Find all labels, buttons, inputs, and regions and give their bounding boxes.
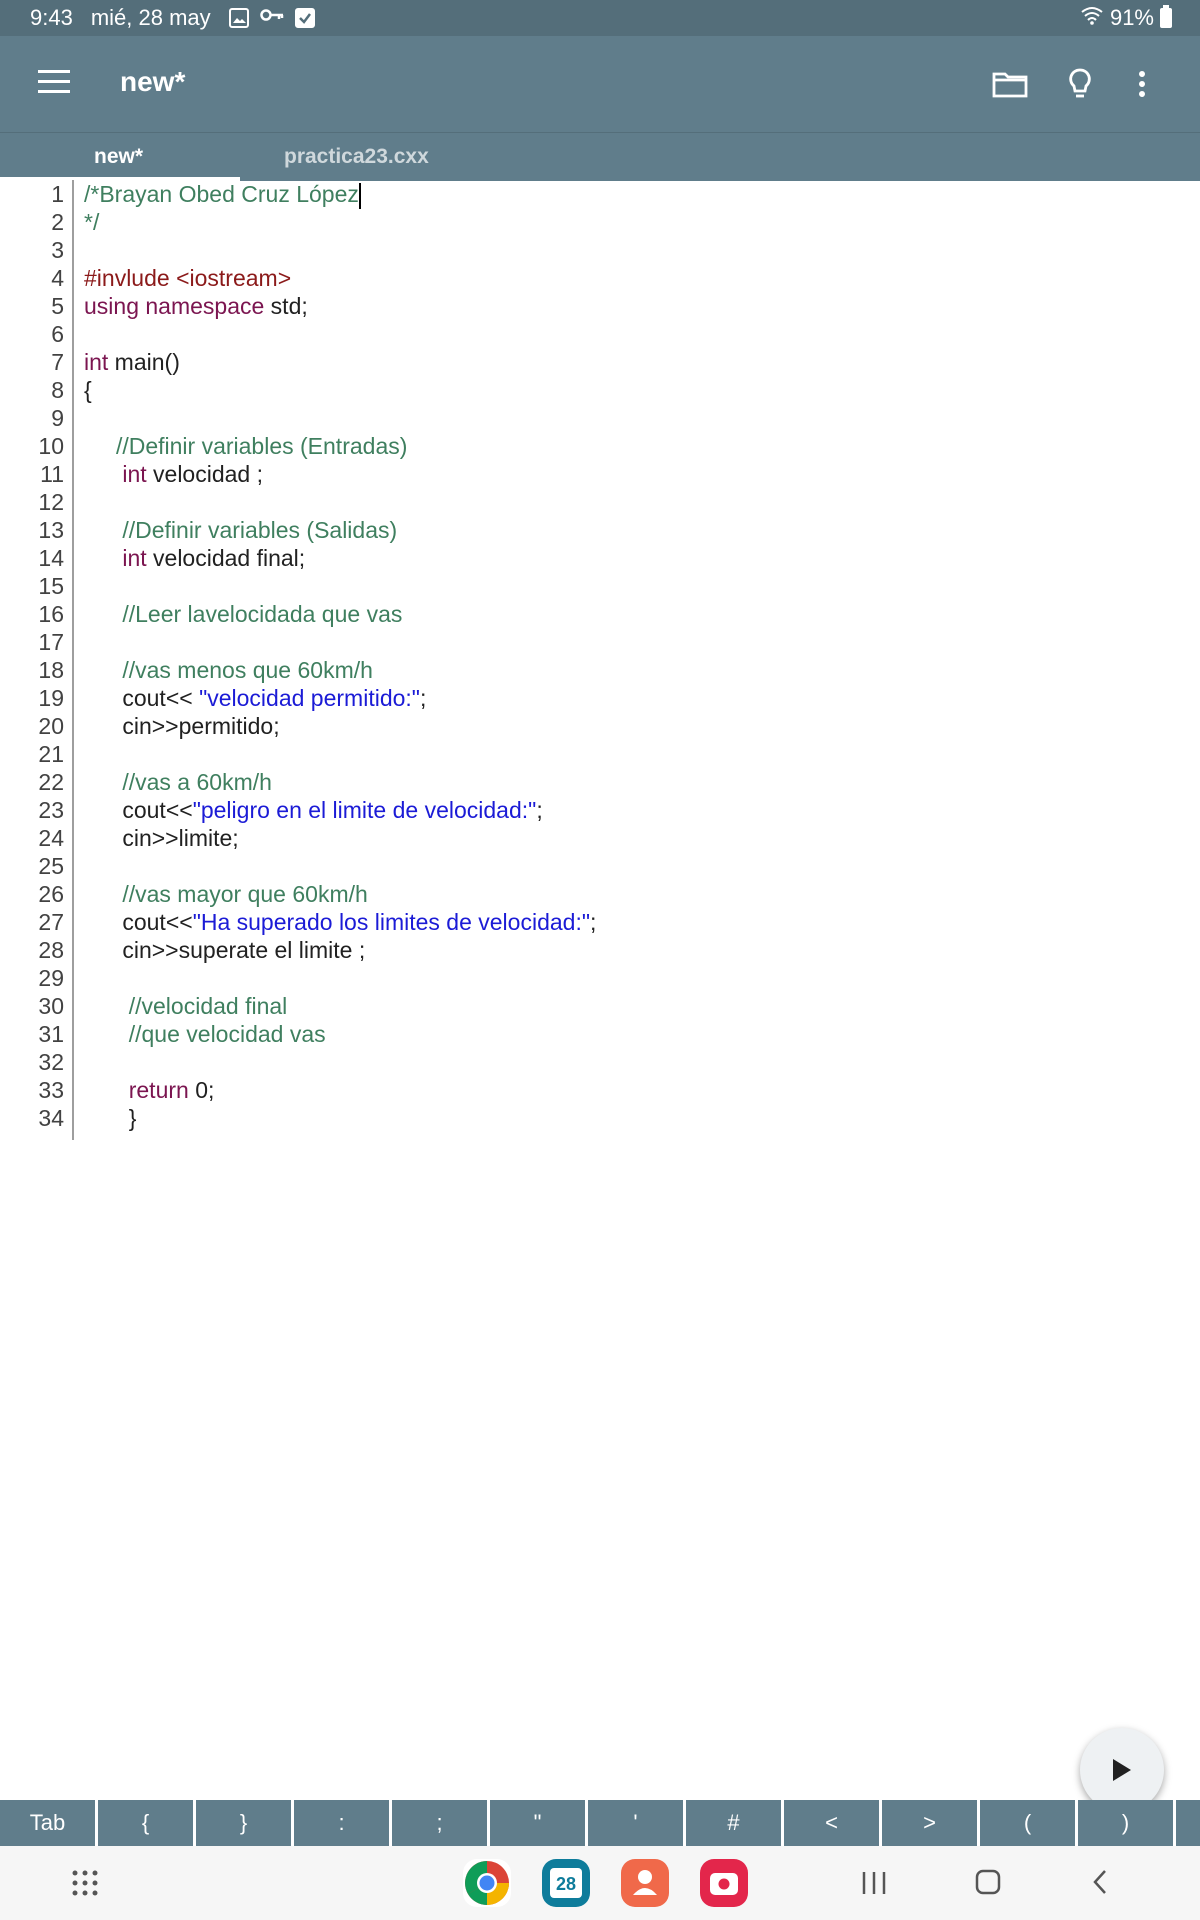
line-number: 28 — [38, 937, 64, 963]
code-token: { — [84, 377, 92, 403]
line-number: 29 — [38, 965, 64, 991]
line-number: 26 — [38, 881, 64, 907]
symbol-key[interactable]: > — [882, 1800, 980, 1846]
code-line[interactable] — [0, 292, 1200, 320]
symbol-key[interactable]: ; — [392, 1800, 490, 1846]
code-line[interactable] — [0, 824, 1200, 852]
line-number: 31 — [38, 1021, 64, 1047]
recent-apps-icon[interactable] — [860, 1870, 888, 1901]
code-line[interactable] — [0, 544, 1200, 572]
more-vert-icon[interactable] — [1132, 64, 1172, 104]
code-text[interactable] — [84, 376, 92, 404]
code-token: return — [84, 1077, 189, 1103]
code-text[interactable] — [84, 348, 180, 376]
code-token: cin>>permitido; — [84, 713, 280, 739]
line-number: 5 — [51, 293, 64, 319]
code-token: ; — [590, 909, 597, 935]
code-token: //velocidad final — [84, 993, 288, 1019]
code-text[interactable] — [84, 768, 272, 796]
checkbox-notification-icon — [295, 8, 315, 28]
code-line[interactable] — [0, 908, 1200, 936]
code-token: int — [84, 545, 147, 571]
code-token: //Definir variables (Salidas) — [84, 517, 398, 543]
line-number: 17 — [38, 629, 64, 655]
symbol-key[interactable]: } — [196, 1800, 294, 1846]
app-bar — [0, 36, 1200, 132]
code-text[interactable] — [84, 880, 368, 908]
code-token: velocidad ; — [146, 461, 263, 487]
code-token: ; — [536, 797, 543, 823]
code-text[interactable] — [84, 292, 308, 320]
line-number: 3 — [51, 237, 64, 263]
code-line[interactable] — [0, 488, 1200, 516]
code-text[interactable] — [84, 712, 280, 740]
line-number: 2 — [51, 209, 64, 235]
line-number: 23 — [38, 797, 64, 823]
code-line[interactable] — [0, 572, 1200, 600]
code-line[interactable] — [0, 656, 1200, 684]
navigation-bar — [0, 1846, 1200, 1920]
line-number: 25 — [38, 853, 64, 879]
app-drawer-icon[interactable] — [70, 1868, 100, 1903]
contacts-icon[interactable] — [621, 1859, 669, 1907]
line-number: 10 — [38, 433, 64, 459]
code-line[interactable] — [0, 768, 1200, 796]
menu-icon[interactable] — [38, 70, 70, 98]
code-token: cin>>superate el limite ; — [84, 937, 366, 963]
code-line[interactable] — [0, 880, 1200, 908]
battery-icon — [1160, 8, 1172, 28]
symbol-key[interactable]: # — [686, 1800, 784, 1846]
code-token: int — [84, 461, 147, 487]
code-line[interactable] — [0, 348, 1200, 376]
line-number: 9 — [51, 405, 64, 431]
line-number: 33 — [38, 1077, 64, 1103]
line-number: 24 — [38, 825, 64, 851]
key-icon — [259, 5, 285, 31]
code-text[interactable] — [84, 1104, 136, 1132]
code-token: /*Brayan Obed Cruz López — [84, 181, 359, 207]
code-token: "peligro en el limite de velocidad:" — [192, 797, 537, 823]
app-title: new* — [120, 66, 186, 97]
code-token: int — [84, 349, 109, 375]
code-token: //Definir variables (Entradas) — [84, 433, 408, 459]
line-number: 16 — [38, 601, 64, 627]
code-line[interactable] — [0, 516, 1200, 544]
chrome-icon[interactable] — [463, 1859, 511, 1907]
calendar-day: 28 — [550, 1868, 582, 1898]
line-number: 19 — [38, 685, 64, 711]
code-text[interactable] — [84, 544, 305, 572]
code-line[interactable] — [0, 1076, 1200, 1104]
code-token: "velocidad permitido:" — [199, 685, 420, 711]
code-token: //que velocidad vas — [84, 1021, 326, 1047]
back-icon[interactable] — [1090, 1868, 1110, 1901]
code-token: using namespace — [84, 293, 265, 319]
line-number: 4 — [51, 265, 64, 291]
tab-practica23[interactable]: practica23.cxx — [284, 145, 429, 168]
code-line[interactable] — [0, 852, 1200, 880]
code-text[interactable] — [84, 432, 407, 460]
line-number: 27 — [38, 909, 64, 935]
code-text[interactable] — [84, 208, 99, 236]
code-text[interactable] — [84, 264, 291, 292]
code-line[interactable] — [0, 264, 1200, 292]
code-token: ; — [419, 685, 427, 711]
code-token: velocidad final; — [146, 545, 306, 571]
code-token: cout<< — [84, 797, 193, 823]
line-number: 7 — [51, 349, 64, 375]
code-token: cin>>limite; — [84, 825, 239, 851]
code-line[interactable] — [0, 320, 1200, 348]
code-token: //Leer lavelocidada que vas — [84, 601, 403, 627]
symbol-key[interactable]: ( — [980, 1800, 1078, 1846]
symbol-key[interactable]: Tab — [0, 1800, 98, 1846]
code-line[interactable] — [0, 460, 1200, 488]
code-line[interactable] — [0, 628, 1200, 656]
code-token: } — [84, 1105, 137, 1131]
symbol-key[interactable]: < — [784, 1800, 882, 1846]
symbol-key[interactable]: : — [294, 1800, 392, 1846]
symbol-key[interactable]: ' — [588, 1800, 686, 1846]
code-line[interactable] — [0, 1048, 1200, 1076]
code-token: //vas menos que 60km/h — [84, 657, 373, 683]
code-text[interactable] — [84, 656, 373, 684]
code-token: cout<< — [84, 685, 200, 711]
code-token: //vas mayor que 60km/h — [84, 881, 368, 907]
symbol-key[interactable]: ) — [1078, 1800, 1176, 1846]
line-number: 12 — [38, 489, 64, 515]
code-line[interactable] — [0, 236, 1200, 264]
status-bar — [0, 0, 1200, 36]
code-line[interactable] — [0, 432, 1200, 460]
code-line[interactable] — [0, 684, 1200, 712]
calendar-icon[interactable] — [542, 1859, 590, 1907]
code-line[interactable] — [0, 796, 1200, 824]
code-token: main() — [108, 349, 180, 375]
code-text[interactable] — [84, 908, 596, 936]
line-number: 18 — [38, 657, 64, 683]
line-number: 20 — [38, 713, 64, 739]
code-text[interactable] — [84, 180, 361, 209]
code-line[interactable] — [0, 964, 1200, 992]
code-text[interactable] — [84, 600, 402, 628]
code-line[interactable] — [0, 712, 1200, 740]
line-number: 32 — [38, 1049, 64, 1075]
line-number: 30 — [38, 993, 64, 1019]
code-line[interactable] — [0, 1020, 1200, 1048]
code-text[interactable] — [84, 684, 426, 712]
code-text[interactable] — [84, 1020, 326, 1048]
code-text[interactable] — [84, 992, 287, 1020]
screen-recorder-icon[interactable] — [700, 1859, 748, 1907]
line-number: 6 — [51, 321, 64, 347]
tab-new[interactable]: new* — [94, 145, 144, 168]
symbol-key[interactable]: { — [98, 1800, 196, 1846]
line-number: 11 — [40, 461, 64, 487]
code-text[interactable] — [84, 796, 543, 824]
symbol-key[interactable]: " — [490, 1800, 588, 1846]
home-icon[interactable] — [974, 1868, 1002, 1901]
line-number: 21 — [38, 741, 64, 767]
play-icon — [1110, 1756, 1134, 1784]
folder-icon[interactable] — [990, 64, 1030, 104]
line-number: 14 — [38, 545, 64, 571]
gallery-icon — [229, 8, 249, 28]
line-number: 15 — [38, 573, 64, 599]
code-line[interactable] — [0, 180, 1200, 208]
code-line[interactable] — [0, 376, 1200, 404]
code-text[interactable] — [84, 460, 263, 488]
code-text[interactable] — [84, 1076, 214, 1104]
wifi-icon — [1080, 5, 1104, 31]
text-cursor — [359, 183, 361, 209]
code-text[interactable] — [84, 516, 397, 544]
code-token: //vas a 60km/h — [84, 769, 272, 795]
status-time: 9:43 — [30, 5, 73, 30]
code-token: 0; — [188, 1077, 215, 1103]
code-line[interactable] — [0, 936, 1200, 964]
code-line[interactable] — [0, 404, 1200, 432]
code-line[interactable] — [0, 208, 1200, 236]
code-token: */ — [84, 209, 100, 235]
line-number: 8 — [51, 377, 64, 403]
symbol-toolbar — [0, 1800, 1200, 1846]
code-token: #invlude <iostream> — [84, 265, 292, 291]
battery-percent: 91% — [1109, 5, 1154, 30]
lightbulb-icon[interactable] — [1060, 64, 1100, 104]
code-line[interactable] — [0, 1104, 1200, 1132]
code-text[interactable] — [84, 936, 365, 964]
line-number: 13 — [38, 517, 64, 543]
line-number: 1 — [51, 181, 64, 207]
status-date: mié, 28 may — [90, 5, 211, 30]
line-number: 34 — [38, 1105, 64, 1131]
line-number: 22 — [38, 769, 64, 795]
code-text[interactable] — [84, 824, 239, 852]
file-tabs — [0, 132, 1200, 181]
code-token: "Ha superado los limites de velocidad:" — [192, 909, 590, 935]
code-line[interactable] — [0, 600, 1200, 628]
code-line[interactable] — [0, 740, 1200, 768]
code-token: std; — [264, 293, 308, 319]
code-token: cout<< — [84, 909, 193, 935]
code-line[interactable] — [0, 992, 1200, 1020]
